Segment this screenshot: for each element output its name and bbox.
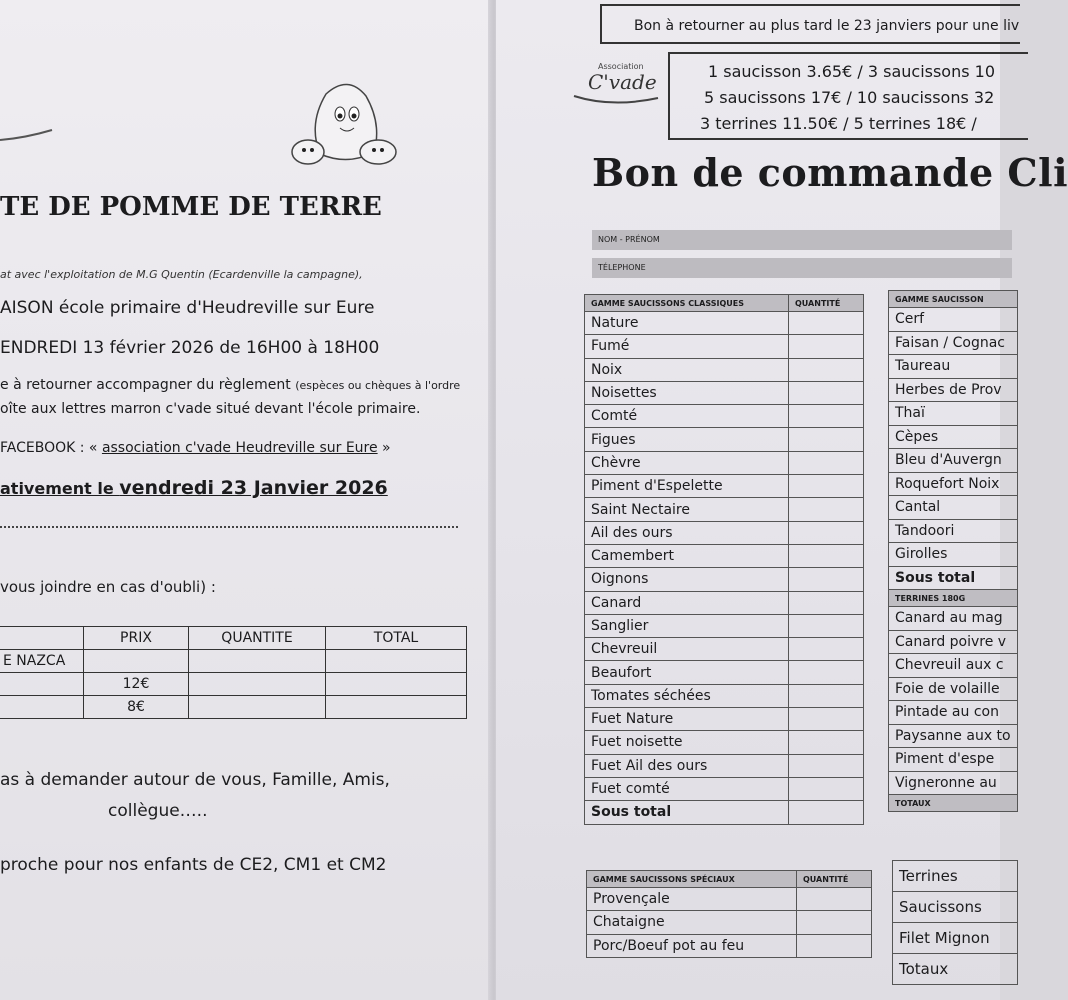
table-row — [893, 892, 1018, 923]
quantity-cell[interactable] — [797, 934, 872, 957]
classic-qty-header: QUANTITÉ — [789, 295, 864, 312]
table-row — [585, 475, 864, 498]
item-label: Filet Mignon — [893, 923, 1018, 954]
table-row — [889, 331, 1018, 355]
table-row — [585, 358, 864, 381]
item-label: Terrines — [893, 861, 1018, 892]
table-row — [585, 591, 864, 614]
subtotal-label: Sous total — [889, 566, 1018, 590]
item-label: Saint Nectaire — [585, 498, 789, 521]
return-instructions — [0, 377, 460, 393]
table-row — [889, 378, 1018, 402]
table-row — [889, 771, 1018, 795]
quantity-cell[interactable] — [189, 696, 326, 719]
item-label: Cèpes — [889, 425, 1018, 449]
table-row — [889, 748, 1018, 772]
table-row — [889, 496, 1018, 520]
item-label: Sanglier — [585, 614, 789, 637]
quantity-cell[interactable] — [789, 521, 864, 544]
facebook-line — [0, 440, 391, 456]
return-text: e à retourner accompagner du règlement — [0, 377, 291, 393]
item-label: Fumé — [585, 335, 789, 358]
table-row — [585, 638, 864, 661]
name-field[interactable]: NOM - PRÉNOM — [592, 230, 1012, 250]
flyer-title: TE DE POMME DE TERRE — [0, 192, 382, 222]
subtotal-label: Sous total — [585, 801, 789, 824]
deadline-prefix: ativement le — [0, 479, 120, 498]
item-label: Comté — [585, 405, 789, 428]
table-row — [585, 521, 864, 544]
kids-line: proche pour nos enfants de CE2, CM1 et CM2 — [0, 855, 387, 875]
item-label: Piment d'Espelette — [585, 475, 789, 498]
quantity-cell[interactable] — [789, 475, 864, 498]
table-header-row — [587, 871, 872, 888]
price-line: 3 terrines 11.50€ / 5 terrines 18€ / — [700, 114, 977, 133]
special-qty-header: QUANTITÉ — [797, 871, 872, 888]
table-row — [585, 708, 864, 731]
order-form-title: Bon de commande Cli — [592, 150, 1068, 195]
item-label: Canard au mag — [889, 607, 1018, 631]
item-label: Foie de volaille — [889, 677, 1018, 701]
item-label: Chèvre — [585, 451, 789, 474]
table-row — [585, 498, 864, 521]
quantity-cell[interactable] — [789, 544, 864, 567]
facebook-link[interactable]: association c'vade Heudreville sur Eure — [101, 440, 378, 456]
column2-header: GAMME SAUCISSON — [889, 291, 1018, 308]
classic-subtotal-row — [585, 801, 864, 824]
quantity-cell[interactable] — [789, 381, 864, 404]
product-price: 8€ — [84, 696, 189, 719]
delivery-date: ENDREDI 13 février 2026 de 16H00 à 18H00 — [0, 338, 380, 358]
classic-saucissons-table — [584, 294, 864, 825]
totals-items-body — [893, 861, 1018, 985]
table-row — [889, 630, 1018, 654]
item-label: Saucissons — [893, 892, 1018, 923]
quantity-cell[interactable] — [789, 684, 864, 707]
potato-mascot-icon — [278, 74, 408, 174]
table-row — [893, 954, 1018, 985]
ask-line-2: collègue….. — [108, 801, 208, 821]
table-row — [889, 607, 1018, 631]
item-label: Fuet Ail des ours — [585, 754, 789, 777]
table-row — [889, 519, 1018, 543]
item-label: Ail des ours — [585, 521, 789, 544]
item-label: Fuet Nature — [585, 708, 789, 731]
item-label: Piment d'espe — [889, 748, 1018, 772]
table-row — [587, 911, 872, 934]
totals-header: TOTAUX — [889, 795, 1018, 812]
table-row — [893, 923, 1018, 954]
table-row — [587, 888, 872, 911]
dotted-write-line[interactable] — [0, 526, 458, 528]
item-label: Beaufort — [585, 661, 789, 684]
total-cell[interactable] — [326, 696, 467, 719]
item-label: Provençale — [587, 888, 797, 911]
ask-line-1: as à demander autour de vous, Famille, Amis, — [0, 770, 390, 790]
table-row — [889, 724, 1018, 748]
price-line: 5 saucissons 17€ / 10 saucissons 32 — [704, 88, 995, 107]
table-row — [585, 451, 864, 474]
table-header-cell: TOTAL — [326, 627, 467, 650]
item-label: Vigneronne au — [889, 771, 1018, 795]
quantity-cell[interactable] — [789, 661, 864, 684]
item-label: Noix — [585, 358, 789, 381]
terrines-header: TERRINES 180G — [889, 590, 1018, 607]
product-name — [0, 696, 84, 719]
mailbox-line: oîte aux lettres marron c'vade situé devant l'école primaire. — [0, 401, 421, 417]
table-row — [585, 614, 864, 637]
table-row — [585, 661, 864, 684]
item-label: Camembert — [585, 544, 789, 567]
quantity-cell[interactable] — [789, 335, 864, 358]
special-items-body — [587, 888, 872, 958]
item-label: Faisan / Cognac — [889, 331, 1018, 355]
table-row — [0, 696, 467, 719]
quantity-cell[interactable] — [789, 614, 864, 637]
table-row — [585, 312, 864, 335]
quantity-cell[interactable] — [789, 568, 864, 591]
logo-subtext: Association — [598, 62, 644, 71]
quantity-cell[interactable] — [789, 358, 864, 381]
quantity-cell[interactable] — [797, 911, 872, 934]
subtotal-cell[interactable] — [789, 801, 864, 824]
quantity-cell[interactable] — [789, 428, 864, 451]
table-row — [889, 654, 1018, 678]
quantity-cell[interactable] — [789, 498, 864, 521]
table-row — [889, 472, 1018, 496]
product-name — [0, 673, 84, 696]
facebook-prefix: FACEBOOK : « — [0, 440, 102, 456]
quantity-cell[interactable] — [789, 591, 864, 614]
quantity-cell[interactable] — [789, 405, 864, 428]
column2-saucissons-table — [888, 290, 1018, 812]
left-flyer-sheet — [0, 0, 492, 1000]
item-label: Tandoori — [889, 519, 1018, 543]
table-row — [889, 425, 1018, 449]
table-row — [889, 701, 1018, 725]
table-row — [889, 449, 1018, 473]
item-label: Oignons — [585, 568, 789, 591]
item-label: Fuet comté — [585, 777, 789, 800]
table-row — [585, 754, 864, 777]
quantity-cell[interactable] — [789, 638, 864, 661]
quantity-cell[interactable] — [789, 777, 864, 800]
quantity-cell[interactable] — [789, 708, 864, 731]
item-label: Canard — [585, 591, 789, 614]
table-row — [889, 402, 1018, 426]
table-row — [0, 673, 467, 696]
deadline-banner: Bon à retourner au plus tard le 23 janviers pour une liv — [600, 4, 1020, 44]
quantity-cell[interactable] — [789, 451, 864, 474]
product-price — [84, 650, 189, 673]
item-label: Cerf — [889, 308, 1018, 332]
table-row — [585, 381, 864, 404]
table-header-row — [0, 627, 467, 650]
phone-field[interactable]: TÉLEPHONE — [592, 258, 1012, 278]
item-label: Paysanne aux to — [889, 724, 1018, 748]
item-label: Cantal — [889, 496, 1018, 520]
quantity-cell[interactable] — [789, 754, 864, 777]
item-label: Girolles — [889, 543, 1018, 567]
table-row — [587, 934, 872, 957]
product-name: E NAZCA — [0, 650, 84, 673]
cvade-logo — [572, 58, 662, 110]
totals-table — [892, 860, 1018, 985]
item-label: Chataigne — [587, 911, 797, 934]
item-label: Herbes de Prov — [889, 378, 1018, 402]
quantity-cell[interactable] — [189, 650, 326, 673]
quantity-cell[interactable] — [789, 731, 864, 754]
item-label: Pintade au con — [889, 701, 1018, 725]
item-label: Chevreuil — [585, 638, 789, 661]
table-row — [889, 543, 1018, 567]
table-row — [889, 355, 1018, 379]
quantity-cell[interactable] — [797, 888, 872, 911]
table-row — [585, 568, 864, 591]
table-header-row — [889, 795, 1018, 812]
table-header-cell: PRIX — [84, 627, 189, 650]
table-header-row — [889, 590, 1018, 607]
logo-main-text: C'vade — [588, 70, 657, 94]
item-label: Fuet noisette — [585, 731, 789, 754]
swoosh-icon — [0, 118, 60, 148]
item-label: Noisettes — [585, 381, 789, 404]
table-header-cell: QUANTITE — [189, 627, 326, 650]
partner-line: at avec l'exploitation de M.G Quentin (Ecardenville la campagne), — [0, 268, 363, 281]
price-list-box — [668, 52, 1028, 140]
item-label: Nature — [585, 312, 789, 335]
table-header-cell — [0, 627, 84, 650]
item-label: Thaï — [889, 402, 1018, 426]
item-label: Canard poivre v — [889, 630, 1018, 654]
return-small-text: (espèces ou chèques à l'ordre — [295, 379, 461, 392]
item-label: Bleu d'Auvergn — [889, 449, 1018, 473]
item-label: Totaux — [893, 954, 1018, 985]
delivery-place: AISON école primaire d'Heudreville sur Eure — [0, 298, 375, 318]
table-row — [585, 405, 864, 428]
item-label: Porc/Boeuf pot au feu — [587, 934, 797, 957]
table-row — [585, 777, 864, 800]
column2-items-body — [889, 308, 1018, 567]
contact-line: vous joindre en cas d'oubli) : — [0, 578, 216, 596]
item-label: Chevreuil aux c — [889, 654, 1018, 678]
table-row — [585, 335, 864, 358]
table-row — [585, 684, 864, 707]
quantity-cell[interactable] — [789, 312, 864, 335]
table-header-row — [889, 291, 1018, 308]
facebook-suffix: » — [377, 440, 391, 456]
total-cell[interactable] — [326, 673, 467, 696]
table-row — [889, 308, 1018, 332]
quantity-cell[interactable] — [189, 673, 326, 696]
right-order-form-sheet — [496, 0, 1068, 1000]
table-row — [893, 861, 1018, 892]
item-label: Figues — [585, 428, 789, 451]
table-header-row — [585, 295, 864, 312]
price-line: 1 saucisson 3.65€ / 3 saucissons 10 — [708, 62, 996, 81]
classic-header: GAMME SAUCISSONS CLASSIQUES — [585, 295, 789, 312]
product-price-table — [0, 626, 467, 719]
item-label: Tomates séchées — [585, 684, 789, 707]
table-row — [0, 650, 467, 673]
product-price: 12€ — [84, 673, 189, 696]
item-label: Taureau — [889, 355, 1018, 379]
total-cell[interactable] — [326, 650, 467, 673]
item-label: Roquefort Noix — [889, 472, 1018, 496]
table-row — [585, 428, 864, 451]
table-row — [889, 677, 1018, 701]
special-saucissons-table — [586, 870, 872, 958]
classic-items-body — [585, 312, 864, 801]
deadline-line — [0, 477, 388, 499]
table-row — [585, 731, 864, 754]
table-row — [585, 544, 864, 567]
column2-subtotal-row — [889, 566, 1018, 590]
terrines-items-body — [889, 607, 1018, 795]
deadline-date: vendredi 23 Janvier 2026 — [119, 477, 388, 499]
special-header: GAMME SAUCISSONS SPÉCIAUX — [587, 871, 797, 888]
